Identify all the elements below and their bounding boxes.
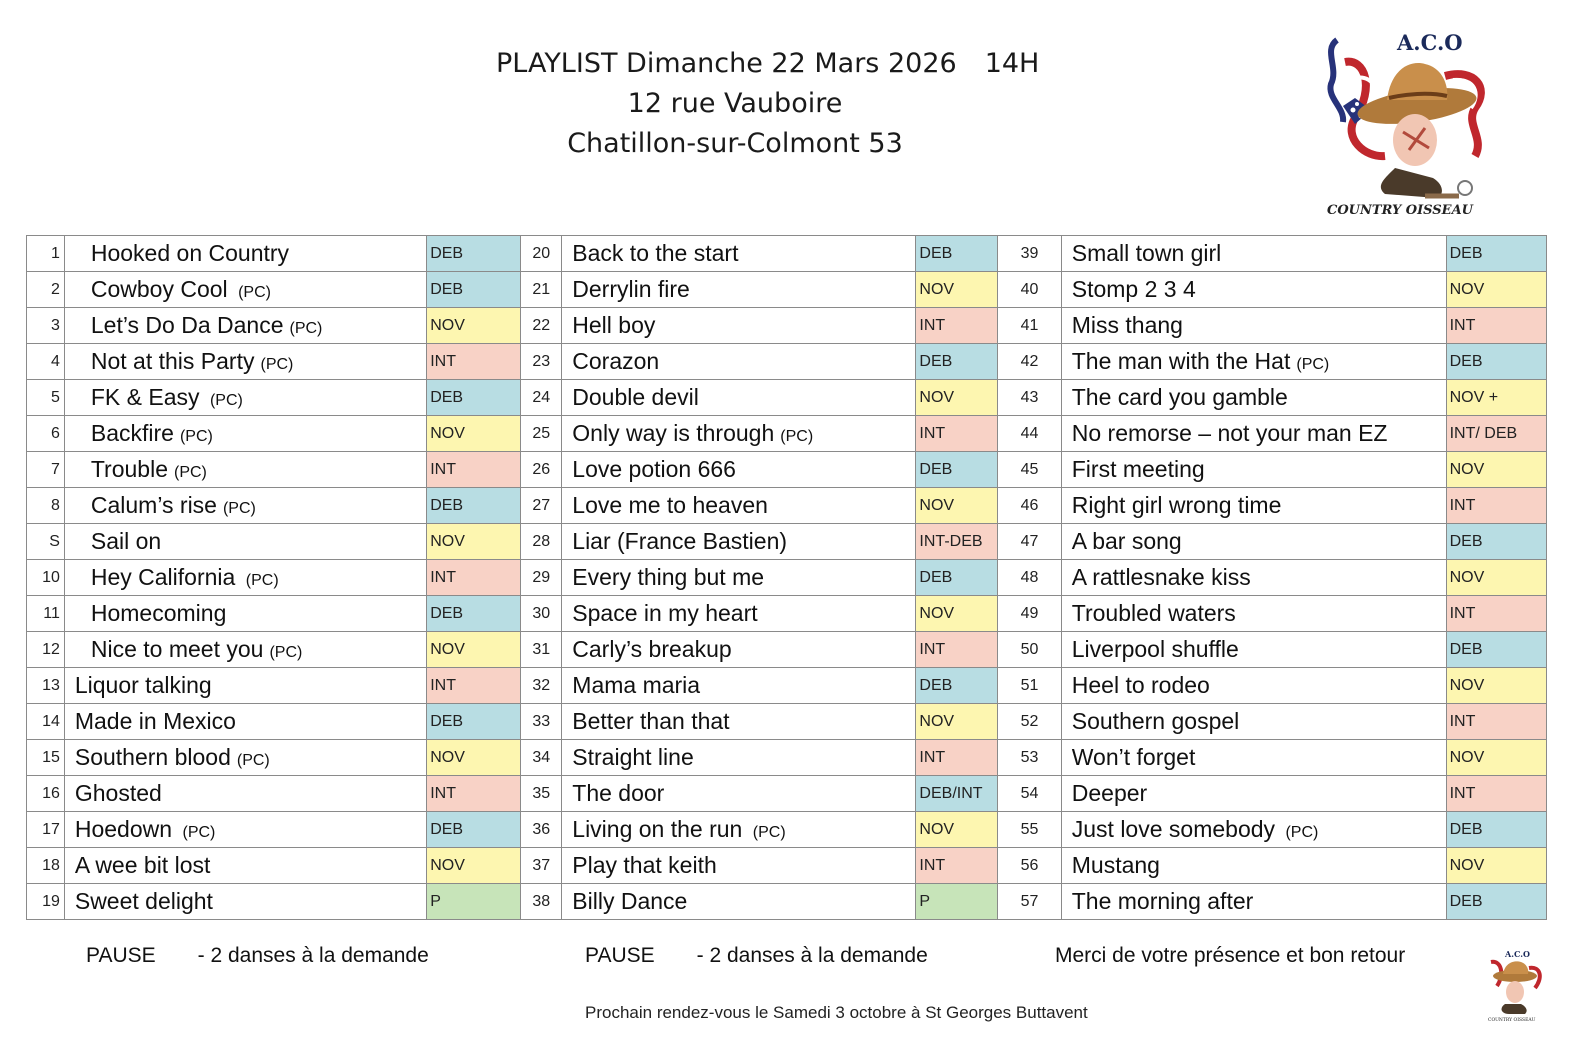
dance-name: Hey California	[90, 564, 236, 590]
pause-label: PAUSE	[585, 944, 655, 967]
dance-title	[1061, 380, 1446, 416]
level-badge: DEB	[427, 488, 521, 524]
dance-number: 30	[521, 596, 562, 632]
dance-number: 34	[521, 740, 562, 776]
level-badge: NOV	[916, 488, 998, 524]
pc-tag: (PC)	[178, 824, 216, 841]
table-row	[27, 380, 1547, 416]
event-time: 14H	[984, 48, 1040, 79]
dance-number: 26	[521, 452, 562, 488]
dance-name: Let’s Do Da Dance	[90, 312, 284, 338]
dance-title	[64, 812, 426, 848]
dance-name: Sweet delight	[74, 888, 213, 914]
level-badge: INT	[427, 560, 521, 596]
dance-number: 54	[998, 776, 1061, 812]
dance-number: 15	[27, 740, 65, 776]
dance-number: 37	[521, 848, 562, 884]
dance-name: Trouble	[90, 456, 168, 482]
level-badge: NOV	[427, 632, 521, 668]
dance-name: Liverpool shuffle	[1071, 636, 1239, 662]
dance-name: Straight line	[572, 744, 694, 770]
dance-title	[64, 668, 426, 704]
pc-tag: (PC)	[236, 752, 270, 769]
dance-name: FK & Easy	[90, 384, 200, 410]
dance-name: Southern blood	[74, 744, 231, 770]
level-badge: DEB	[916, 560, 998, 596]
dance-number: 17	[27, 812, 65, 848]
dance-name: Troubled waters	[1071, 600, 1236, 626]
table-row	[27, 884, 1547, 920]
dance-title	[64, 272, 426, 308]
dance-name: Nice to meet you	[90, 636, 264, 662]
dance-title	[1061, 416, 1446, 452]
pc-tag: (PC)	[222, 500, 256, 517]
dance-number: 6	[27, 416, 65, 452]
level-badge: DEB/INT	[916, 776, 998, 812]
level-badge: NOV	[916, 380, 998, 416]
page-header	[440, 44, 1040, 164]
dance-number: 4	[27, 344, 65, 380]
level-badge: INT	[1446, 776, 1546, 812]
dance-number: 51	[998, 668, 1061, 704]
dance-title	[1061, 848, 1446, 884]
dance-number: 2	[27, 272, 65, 308]
dance-title	[562, 632, 916, 668]
level-badge: DEB	[1446, 884, 1546, 920]
dance-name: Corazon	[572, 348, 660, 374]
dance-number: 1	[27, 236, 65, 272]
dance-number: 19	[27, 884, 65, 920]
dance-name: The card you gamble	[1071, 384, 1288, 410]
dance-number: 42	[998, 344, 1061, 380]
dance-name: Living on the run	[572, 816, 743, 842]
dance-number: 57	[998, 884, 1061, 920]
dance-number: 38	[521, 884, 562, 920]
level-badge: DEB	[1446, 236, 1546, 272]
table-row	[27, 236, 1547, 272]
level-badge: NOV	[916, 812, 998, 848]
dance-number: 32	[521, 668, 562, 704]
level-badge: INT	[916, 308, 998, 344]
table-row	[27, 344, 1547, 380]
level-badge: INT	[1446, 488, 1546, 524]
level-badge: INT	[427, 776, 521, 812]
dance-name: The door	[572, 780, 665, 806]
dance-number: 43	[998, 380, 1061, 416]
dance-title	[64, 236, 426, 272]
dance-number: 3	[27, 308, 65, 344]
level-badge: INT	[1446, 596, 1546, 632]
level-badge: NOV	[1446, 272, 1546, 308]
dance-name: Right girl wrong time	[1071, 492, 1282, 518]
table-row	[27, 740, 1547, 776]
dance-title	[562, 812, 916, 848]
level-badge: INT	[916, 416, 998, 452]
dance-title	[562, 488, 916, 524]
footer-thanks: Merci de votre présence et bon retour	[1055, 944, 1406, 967]
dance-title	[1061, 452, 1446, 488]
dance-name: Small town girl	[1071, 240, 1222, 266]
pc-tag: (PC)	[179, 428, 213, 445]
dance-name: Carly’s breakup	[572, 636, 732, 662]
level-badge: NOV	[916, 704, 998, 740]
dance-number: 45	[998, 452, 1061, 488]
table-row	[27, 488, 1547, 524]
dance-title	[562, 668, 916, 704]
dance-name: Cowboy Cool	[90, 276, 228, 302]
level-badge: NOV	[427, 740, 521, 776]
dance-name: The man with the Hat	[1071, 348, 1291, 374]
level-badge: NOV	[427, 848, 521, 884]
table-row	[27, 272, 1547, 308]
dance-title	[1061, 560, 1446, 596]
dance-number: 27	[521, 488, 562, 524]
dance-name: Better than that	[572, 708, 730, 734]
dance-title	[1061, 272, 1446, 308]
dance-title	[64, 452, 426, 488]
playlist-table	[26, 235, 1547, 920]
dance-number: 29	[521, 560, 562, 596]
logo-subtitle: COUNTRY OISSEAU	[1327, 203, 1474, 218]
dance-name: First meeting	[1071, 456, 1205, 482]
dance-name: Only way is through	[572, 420, 775, 446]
level-badge: INT	[427, 452, 521, 488]
level-badge: DEB	[1446, 632, 1546, 668]
dance-name: Southern gospel	[1071, 708, 1240, 734]
dance-title	[64, 560, 426, 596]
table-row	[27, 416, 1547, 452]
dance-name: Derrylin fire	[572, 276, 690, 302]
table-row	[27, 524, 1547, 560]
level-badge: DEB	[427, 272, 521, 308]
dance-number: 13	[27, 668, 65, 704]
logo-subtitle: COUNTRY OISSEAU	[1488, 1018, 1536, 1023]
dance-number: 5	[27, 380, 65, 416]
dance-name: Sail on	[90, 528, 162, 554]
dance-name: The morning after	[1071, 888, 1254, 914]
dance-title	[562, 524, 916, 560]
dance-number: 25	[521, 416, 562, 452]
dance-title	[64, 704, 426, 740]
dance-title	[562, 596, 916, 632]
dance-title	[64, 776, 426, 812]
pc-tag: (PC)	[289, 320, 323, 337]
dance-title	[64, 632, 426, 668]
dance-number: 28	[521, 524, 562, 560]
dance-name: Space in my heart	[572, 600, 758, 626]
dance-name: A wee bit lost	[74, 852, 211, 878]
table-row	[27, 848, 1547, 884]
dance-title	[64, 416, 426, 452]
level-badge: DEB	[427, 596, 521, 632]
dance-title	[64, 524, 426, 560]
pc-tag: (PC)	[748, 824, 786, 841]
level-badge: DEB	[1446, 344, 1546, 380]
dance-title	[1061, 812, 1446, 848]
dance-number: 14	[27, 704, 65, 740]
level-badge: DEB	[427, 812, 521, 848]
table-row	[27, 776, 1547, 812]
dance-title	[1061, 596, 1446, 632]
table-row	[27, 596, 1547, 632]
pc-tag: (PC)	[260, 356, 294, 373]
footer-pause-2	[585, 944, 928, 968]
dance-number: 33	[521, 704, 562, 740]
footer-pause-1	[86, 944, 429, 968]
dance-title	[64, 596, 426, 632]
dance-title	[1061, 704, 1446, 740]
title-line	[440, 44, 1040, 84]
dance-name: Just love somebody	[1071, 816, 1276, 842]
level-badge: INT	[1446, 704, 1546, 740]
dance-number: 18	[27, 848, 65, 884]
dance-name: Mama maria	[572, 672, 701, 698]
pause-label: PAUSE	[86, 944, 156, 967]
dance-title	[1061, 308, 1446, 344]
level-badge: NOV	[427, 308, 521, 344]
dance-name: Love me to heaven	[572, 492, 768, 518]
table-row	[27, 560, 1547, 596]
dance-name: Liar (France Bastien)	[572, 528, 788, 554]
level-badge: NOV	[1446, 452, 1546, 488]
dance-number: 31	[521, 632, 562, 668]
level-badge: NOV	[916, 272, 998, 308]
dance-name: Every thing but me	[572, 564, 765, 590]
dance-number: 46	[998, 488, 1061, 524]
level-badge: NOV	[1446, 668, 1546, 704]
dance-name: Made in Mexico	[74, 708, 236, 734]
dance-title	[562, 704, 916, 740]
city: Chatillon-sur-Colmont 53	[567, 128, 903, 159]
level-badge: DEB	[427, 236, 521, 272]
level-badge: NOV	[427, 524, 521, 560]
dance-number: 10	[27, 560, 65, 596]
level-badge: INT	[916, 848, 998, 884]
dance-number: 11	[27, 596, 65, 632]
dance-number: 12	[27, 632, 65, 668]
dance-name: Hooked on Country	[90, 240, 290, 266]
pc-tag: (PC)	[205, 392, 243, 409]
dance-title	[64, 848, 426, 884]
level-badge: DEB	[916, 344, 998, 380]
level-badge: DEB	[1446, 524, 1546, 560]
pc-tag: (PC)	[269, 644, 303, 661]
pc-tag: (PC)	[241, 572, 279, 589]
dance-name: Miss thang	[1071, 312, 1183, 338]
dance-number: 40	[998, 272, 1061, 308]
dance-title	[562, 776, 916, 812]
table-row	[27, 632, 1547, 668]
level-badge: INT	[916, 740, 998, 776]
dance-number: 8	[27, 488, 65, 524]
dance-name: Love potion 666	[572, 456, 736, 482]
level-badge: NOV +	[1446, 380, 1546, 416]
dance-number: 22	[521, 308, 562, 344]
dance-number: 16	[27, 776, 65, 812]
dance-name: Hell boy	[572, 312, 656, 338]
level-badge: DEB	[916, 668, 998, 704]
dance-number: 7	[27, 452, 65, 488]
dance-title	[64, 344, 426, 380]
dance-title	[64, 488, 426, 524]
dance-number: 55	[998, 812, 1061, 848]
dance-number: 35	[521, 776, 562, 812]
dance-title	[562, 740, 916, 776]
dance-name: Calum’s rise	[90, 492, 217, 518]
dance-name: Play that keith	[572, 852, 717, 878]
pc-tag: (PC)	[174, 464, 207, 481]
dance-name: Heel to rodeo	[1071, 672, 1210, 698]
dance-number: 23	[521, 344, 562, 380]
dance-title	[1061, 740, 1446, 776]
dance-number: 53	[998, 740, 1061, 776]
dance-title	[64, 884, 426, 920]
dance-title	[562, 452, 916, 488]
dance-number: 52	[998, 704, 1061, 740]
dance-number: 48	[998, 560, 1061, 596]
dance-title	[562, 884, 916, 920]
level-badge: INT-DEB	[916, 524, 998, 560]
pc-tag: (PC)	[1281, 824, 1319, 841]
logo-name: A.C.O	[1505, 949, 1530, 959]
level-badge: DEB	[916, 452, 998, 488]
level-badge: DEB	[427, 704, 521, 740]
table-row	[27, 812, 1547, 848]
dance-number: 49	[998, 596, 1061, 632]
dance-number: 39	[998, 236, 1061, 272]
level-badge: P	[427, 884, 521, 920]
dance-name: Hoedown	[74, 816, 173, 842]
dance-number: 36	[521, 812, 562, 848]
dance-title	[1061, 524, 1446, 560]
dance-title	[1061, 236, 1446, 272]
level-badge: INT	[916, 632, 998, 668]
dance-name: Not at this Party	[90, 348, 255, 374]
dance-title	[1061, 488, 1446, 524]
dance-number: 44	[998, 416, 1061, 452]
address: 12 rue Vauboire	[627, 88, 843, 119]
level-badge: DEB	[916, 236, 998, 272]
dance-name: Mustang	[1071, 852, 1160, 878]
dance-title	[562, 416, 916, 452]
dance-name: Back to the start	[572, 240, 739, 266]
logo-name: A.C.O	[1397, 30, 1463, 55]
club-logo	[1325, 28, 1515, 218]
dance-number: 47	[998, 524, 1061, 560]
pc-tag: (PC)	[780, 428, 814, 445]
page-title: PLAYLIST Dimanche 22 Mars 2026	[496, 48, 957, 79]
level-badge: NOV	[1446, 740, 1546, 776]
dance-title	[562, 560, 916, 596]
club-logo-small	[1485, 948, 1545, 1023]
dance-name: Billy Dance	[572, 888, 688, 914]
level-badge: DEB	[427, 380, 521, 416]
dance-number: 20	[521, 236, 562, 272]
dance-title	[562, 380, 916, 416]
dance-number: 21	[521, 272, 562, 308]
dance-number: 41	[998, 308, 1061, 344]
dance-name: No remorse – not your man EZ	[1071, 420, 1388, 446]
dance-title	[64, 380, 426, 416]
level-badge: NOV	[1446, 848, 1546, 884]
playlist-body	[27, 236, 1547, 920]
pause-text: - 2 danses à la demande	[197, 944, 429, 967]
dance-name: Won’t forget	[1071, 744, 1196, 770]
dance-title	[64, 740, 426, 776]
dance-title	[1061, 776, 1446, 812]
dance-name: Ghosted	[74, 780, 162, 806]
dance-number: 24	[521, 380, 562, 416]
table-row	[27, 308, 1547, 344]
table-row	[27, 452, 1547, 488]
level-badge: INT/ DEB	[1446, 416, 1546, 452]
level-badge: INT	[1446, 308, 1546, 344]
level-badge: P	[916, 884, 998, 920]
dance-title	[1061, 344, 1446, 380]
next-event: Prochain rendez-vous le Samedi 3 octobre à St Georges Buttavent	[585, 1003, 1088, 1022]
dance-title	[1061, 668, 1446, 704]
level-badge: NOV	[427, 416, 521, 452]
pc-tag: (PC)	[1296, 356, 1330, 373]
pc-tag: (PC)	[233, 284, 271, 301]
dance-number: 56	[998, 848, 1061, 884]
table-row	[27, 668, 1547, 704]
dance-title	[1061, 884, 1446, 920]
dance-number: S	[27, 524, 65, 560]
dance-title	[562, 344, 916, 380]
level-badge: DEB	[1446, 812, 1546, 848]
dance-title	[562, 236, 916, 272]
table-row	[27, 704, 1547, 740]
dance-title	[562, 308, 916, 344]
dance-name: Double devil	[572, 384, 699, 410]
dance-name: A bar song	[1071, 528, 1182, 554]
pause-text: - 2 danses à la demande	[696, 944, 928, 967]
dance-name: A rattlesnake kiss	[1071, 564, 1251, 590]
dance-number: 50	[998, 632, 1061, 668]
dance-title	[562, 272, 916, 308]
level-badge: NOV	[916, 596, 998, 632]
dance-name: Stomp 2 3 4	[1071, 276, 1196, 302]
dance-name: Homecoming	[90, 600, 227, 626]
level-badge: NOV	[1446, 560, 1546, 596]
dance-name: Deeper	[1071, 780, 1148, 806]
dance-name: Backfire	[90, 420, 174, 446]
level-badge: INT	[427, 668, 521, 704]
dance-name: Liquor talking	[74, 672, 212, 698]
level-badge: INT	[427, 344, 521, 380]
dance-title	[1061, 632, 1446, 668]
dance-title	[64, 308, 426, 344]
dance-title	[562, 848, 916, 884]
